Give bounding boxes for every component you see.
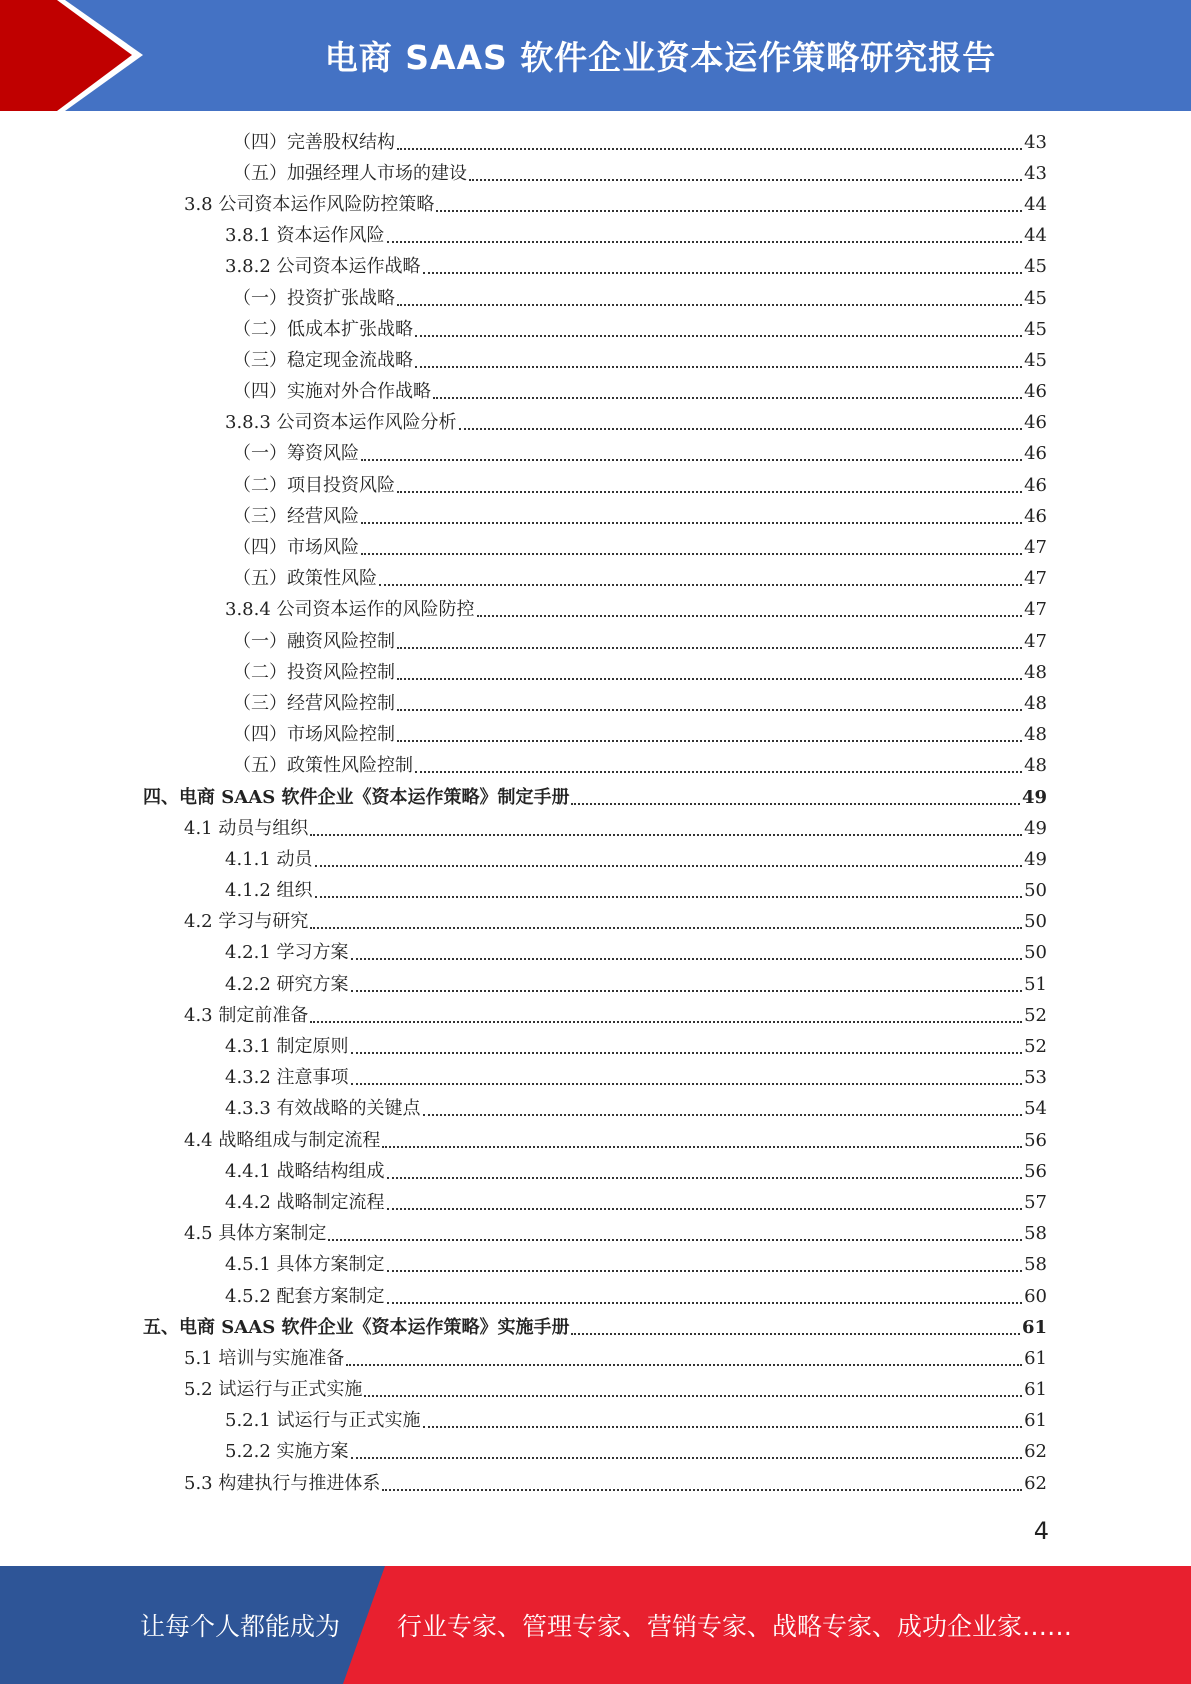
toc-entry[interactable] — [0, 1250, 1191, 1281]
toc-entry[interactable] — [0, 720, 1191, 751]
toc-entry-title: （二）投资风险控制 — [233, 661, 395, 683]
toc-entry[interactable] — [0, 1187, 1191, 1218]
toc-entry-page: 49 — [1024, 817, 1047, 839]
toc-entry-title: 5.2.1 试运行与正式实施 — [225, 1410, 421, 1432]
toc-dot-leader — [351, 1083, 1023, 1085]
toc-entry[interactable] — [0, 1031, 1191, 1062]
toc-entry-title: 4.4 战略组成与制定流程 — [184, 1129, 381, 1151]
footer-roles: 行业专家、管理专家、营销专家、战略专家、成功企业家…… — [397, 1612, 1073, 1641]
toc-entry-page: 46 — [1024, 443, 1047, 465]
toc-entry-title: 4.3.3 有效战略的关键点 — [225, 1098, 421, 1120]
toc-entry-page: 54 — [1024, 1098, 1047, 1120]
toc-entry-page: 61 — [1021, 1316, 1047, 1338]
toc-entry-page: 45 — [1024, 256, 1047, 278]
toc-entry-title: 4.1.2 组织 — [225, 880, 313, 902]
toc-entry-title: （一）融资风险控制 — [233, 630, 395, 652]
toc-dot-leader — [382, 1146, 1022, 1148]
toc-entry-page: 46 — [1024, 412, 1047, 434]
toc-entry[interactable] — [0, 408, 1191, 439]
toc-dot-leader — [315, 865, 1023, 867]
toc-entry[interactable] — [0, 595, 1191, 626]
toc-entry-title: 3.8 公司资本运作风险防控策略 — [184, 193, 435, 215]
toc-entry-title: 4.1 动员与组织 — [184, 817, 309, 839]
toc-entry-page: 45 — [1024, 287, 1047, 309]
toc-entry[interactable] — [0, 345, 1191, 376]
toc-entry[interactable] — [0, 657, 1191, 688]
toc-entry-title: 4.4.1 战略结构组成 — [225, 1160, 385, 1182]
toc-entry-title: （四）实施对外合作战略 — [233, 381, 431, 403]
toc-entry-page: 60 — [1024, 1285, 1047, 1307]
toc-entry[interactable] — [0, 470, 1191, 501]
toc-entry-title: 5.2.2 实施方案 — [225, 1441, 349, 1463]
toc-entry[interactable] — [0, 1406, 1191, 1437]
page-number: 4 — [1033, 1517, 1049, 1545]
toc-entry-title: 5.2 试运行与正式实施 — [184, 1379, 363, 1401]
toc-dot-leader — [459, 428, 1023, 430]
toc-entry[interactable] — [0, 969, 1191, 1000]
toc-entry-title: 3.8.3 公司资本运作风险分析 — [225, 412, 457, 434]
toc-entry[interactable] — [0, 564, 1191, 595]
toc-entry[interactable] — [0, 439, 1191, 470]
toc-entry[interactable] — [0, 283, 1191, 314]
toc-dot-leader — [387, 241, 1023, 243]
toc-entry-page: 56 — [1024, 1129, 1047, 1151]
toc-entry-title: 4.1.1 动员 — [225, 848, 313, 870]
toc-dot-leader — [351, 1457, 1023, 1459]
toc-entry-page: 61 — [1024, 1410, 1047, 1432]
toc-entry[interactable] — [0, 1000, 1191, 1031]
toc-entry-page: 53 — [1024, 1067, 1047, 1089]
toc-entry[interactable] — [0, 158, 1191, 189]
toc-entry-title: 4.3.1 制定原则 — [225, 1036, 349, 1058]
toc-dot-leader — [387, 1208, 1023, 1210]
toc-entry-page: 46 — [1024, 474, 1047, 496]
toc-entry-page: 61 — [1024, 1347, 1047, 1369]
toc-dot-leader — [469, 179, 1022, 181]
toc-entry[interactable] — [0, 782, 1191, 813]
toc-dot-leader — [423, 272, 1023, 274]
toc-entry-page: 52 — [1024, 1036, 1047, 1058]
toc-entry-title: 3.8.4 公司资本运作的风险防控 — [225, 599, 475, 621]
toc-dot-leader — [433, 397, 1022, 399]
toc-entry[interactable] — [0, 314, 1191, 345]
toc-entry-title: （三）稳定现金流战略 — [233, 349, 413, 371]
table-of-contents — [0, 127, 1191, 1499]
toc-entry[interactable] — [0, 813, 1191, 844]
toc-entry-title: 五、电商 SAAS 软件企业《资本运作策略》实施手册 — [143, 1316, 570, 1338]
toc-entry-page: 58 — [1024, 1223, 1047, 1245]
toc-entry-page: 57 — [1024, 1191, 1047, 1213]
toc-dot-leader — [387, 1302, 1023, 1304]
toc-entry-title: （三）经营风险控制 — [233, 692, 395, 714]
report-title: 电商 SAAS 软件企业资本运作策略研究报告 — [324, 38, 997, 77]
toc-entry[interactable] — [0, 751, 1191, 782]
toc-dot-leader — [310, 1021, 1022, 1023]
toc-entry-title: 4.2.1 学习方案 — [225, 942, 349, 964]
toc-dot-leader — [397, 304, 1022, 306]
toc-entry-title: （四）市场风险 — [233, 537, 359, 559]
toc-entry[interactable] — [0, 1219, 1191, 1250]
toc-entry-page: 47 — [1024, 599, 1047, 621]
toc-entry[interactable] — [0, 1468, 1191, 1499]
toc-entry-page: 43 — [1024, 131, 1047, 153]
toc-entry-page: 50 — [1024, 911, 1047, 933]
toc-entry[interactable] — [0, 876, 1191, 907]
toc-entry-page: 56 — [1024, 1160, 1047, 1182]
toc-entry-title: 5.1 培训与实施准备 — [184, 1347, 345, 1369]
toc-entry[interactable] — [0, 1063, 1191, 1094]
toc-entry-page: 50 — [1024, 942, 1047, 964]
page-footer — [0, 1566, 1191, 1684]
toc-dot-leader — [423, 1114, 1023, 1116]
toc-entry[interactable] — [0, 1281, 1191, 1312]
toc-entry-page: 47 — [1024, 630, 1047, 652]
toc-dot-leader — [415, 771, 1022, 773]
toc-entry-page: 48 — [1024, 692, 1047, 714]
toc-dot-leader — [361, 522, 1022, 524]
toc-dot-leader — [346, 1364, 1022, 1366]
toc-dot-leader — [397, 491, 1022, 493]
toc-entry-title: 5.3 构建执行与推进体系 — [184, 1472, 381, 1494]
toc-entry-page: 50 — [1024, 880, 1047, 902]
toc-entry[interactable] — [0, 938, 1191, 969]
toc-dot-leader — [361, 459, 1022, 461]
toc-entry-title: 4.5.2 配套方案制定 — [225, 1285, 385, 1307]
toc-entry[interactable] — [0, 189, 1191, 220]
toc-entry-title: 4.5.1 具体方案制定 — [225, 1254, 385, 1276]
toc-entry[interactable] — [0, 1343, 1191, 1374]
toc-entry-title: （一）投资扩张战略 — [233, 287, 395, 309]
toc-dot-leader — [477, 615, 1023, 617]
toc-dot-leader — [387, 1177, 1023, 1179]
toc-entry[interactable] — [0, 377, 1191, 408]
toc-dot-leader — [351, 990, 1023, 992]
toc-entry[interactable] — [0, 252, 1191, 283]
toc-entry-page: 46 — [1024, 505, 1047, 527]
toc-entry-page: 49 — [1024, 848, 1047, 870]
toc-entry-page: 44 — [1024, 225, 1047, 247]
toc-entry-title: 4.5 具体方案制定 — [184, 1223, 327, 1245]
toc-entry-page: 52 — [1024, 1004, 1047, 1026]
toc-entry-page: 62 — [1024, 1472, 1047, 1494]
toc-entry[interactable] — [0, 127, 1191, 158]
toc-entry-page: 62 — [1024, 1441, 1047, 1463]
toc-entry[interactable] — [0, 1375, 1191, 1406]
toc-dot-leader — [397, 709, 1022, 711]
toc-entry-page: 43 — [1024, 162, 1047, 184]
toc-entry-title: （二）低成本扩张战略 — [233, 318, 413, 340]
toc-entry-page: 46 — [1024, 381, 1047, 403]
toc-dot-leader — [423, 1426, 1023, 1428]
toc-entry-page: 45 — [1024, 349, 1047, 371]
page-header — [0, 0, 1191, 111]
toc-entry[interactable] — [0, 907, 1191, 938]
footer-slogan: 让每个人都能成为 — [140, 1612, 341, 1641]
toc-entry-title: （二）项目投资风险 — [233, 474, 395, 496]
toc-entry-page: 48 — [1024, 755, 1047, 777]
toc-dot-leader — [436, 210, 1022, 212]
toc-entry[interactable] — [0, 221, 1191, 252]
toc-dot-leader — [397, 740, 1022, 742]
toc-dot-leader — [397, 678, 1022, 680]
toc-dot-leader — [571, 1333, 1019, 1335]
toc-entry-title: （五）加强经理人市场的建设 — [233, 162, 467, 184]
toc-entry-title: （一）筹资风险 — [233, 443, 359, 465]
toc-entry-page: 48 — [1024, 724, 1047, 746]
toc-entry-title: 4.3 制定前准备 — [184, 1004, 309, 1026]
toc-entry-page: 47 — [1024, 568, 1047, 590]
toc-entry[interactable] — [0, 1094, 1191, 1125]
toc-dot-leader — [310, 834, 1022, 836]
toc-dot-leader — [397, 148, 1022, 150]
toc-entry-title: 3.8.1 资本运作风险 — [225, 225, 385, 247]
toc-dot-leader — [397, 647, 1022, 649]
toc-dot-leader — [315, 896, 1023, 898]
toc-entry-page: 44 — [1024, 193, 1047, 215]
toc-entry-title: 3.8.2 公司资本运作战略 — [225, 256, 421, 278]
toc-dot-leader — [415, 366, 1022, 368]
toc-entry[interactable] — [0, 688, 1191, 719]
toc-dot-leader — [415, 335, 1022, 337]
toc-dot-leader — [387, 1270, 1023, 1272]
toc-entry-title: （四）完善股权结构 — [233, 131, 395, 153]
toc-dot-leader — [310, 927, 1022, 929]
toc-entry-title: 4.3.2 注意事项 — [225, 1067, 349, 1089]
toc-entry[interactable] — [0, 501, 1191, 532]
toc-dot-leader — [328, 1239, 1022, 1241]
toc-entry[interactable] — [0, 1156, 1191, 1187]
toc-entry[interactable] — [0, 626, 1191, 657]
toc-dot-leader — [351, 1052, 1023, 1054]
toc-entry[interactable] — [0, 1437, 1191, 1468]
toc-entry-title: （五）政策性风险 — [233, 568, 377, 590]
toc-entry[interactable] — [0, 1312, 1191, 1343]
toc-entry-title: 4.4.2 战略制定流程 — [225, 1191, 385, 1213]
toc-dot-leader — [571, 803, 1019, 805]
toc-dot-leader — [361, 553, 1022, 555]
toc-dot-leader — [351, 958, 1023, 960]
toc-entry[interactable] — [0, 532, 1191, 563]
toc-entry-page: 51 — [1024, 973, 1047, 995]
toc-entry[interactable] — [0, 1125, 1191, 1156]
toc-entry-page: 47 — [1024, 537, 1047, 559]
toc-entry-page: 58 — [1024, 1254, 1047, 1276]
toc-entry-title: 4.2.2 研究方案 — [225, 973, 349, 995]
toc-dot-leader — [382, 1489, 1022, 1491]
toc-entry-page: 48 — [1024, 661, 1047, 683]
toc-entry-title: （四）市场风险控制 — [233, 724, 395, 746]
toc-entry-title: 4.2 学习与研究 — [184, 911, 309, 933]
toc-entry[interactable] — [0, 844, 1191, 875]
toc-dot-leader — [364, 1395, 1022, 1397]
toc-dot-leader — [379, 584, 1022, 586]
toc-entry-page: 45 — [1024, 318, 1047, 340]
toc-entry-page: 49 — [1021, 786, 1047, 808]
toc-entry-title: （五）政策性风险控制 — [233, 755, 413, 777]
toc-entry-title: 四、电商 SAAS 软件企业《资本运作策略》制定手册 — [143, 786, 570, 808]
toc-entry-page: 61 — [1024, 1379, 1047, 1401]
toc-entry-title: （三）经营风险 — [233, 505, 359, 527]
